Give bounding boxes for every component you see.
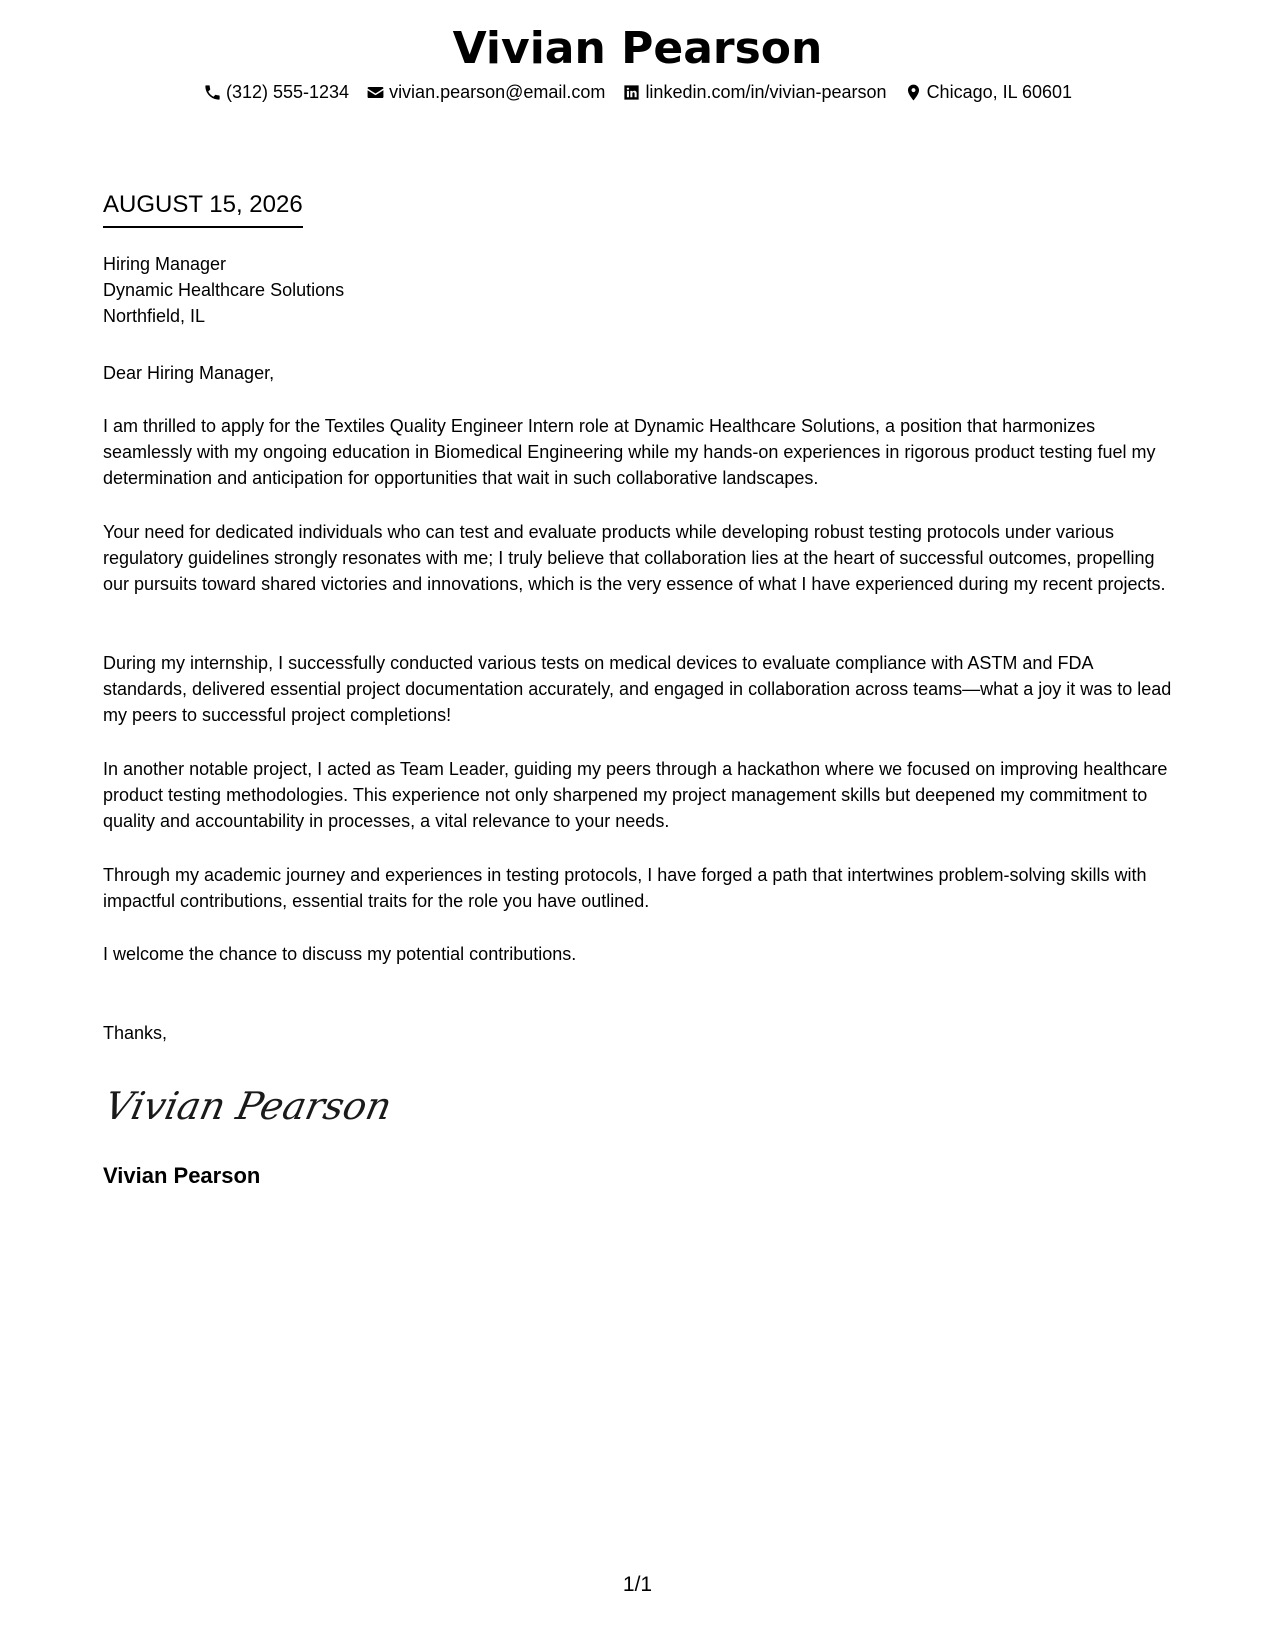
letter-date: AUGUST 15, 2026: [103, 190, 303, 228]
handwritten-signature: [100, 1075, 396, 1135]
recipient-block: [103, 251, 1178, 329]
phone-text: (312) 555-1234: [225, 82, 350, 102]
recipient-company: Dynamic Healthcare Solutions: [103, 280, 345, 300]
paragraph-4: In another notable project, I acted as Team Leader, guiding my peers through a hackathon where we focused on improving healthcare product testing methodologies. This experience not only sharpened my project management skills but deepened my commitment to quality and accountability in processes, a vital relevance to your needs.: [103, 759, 1168, 831]
page-number: 1/1: [622, 1573, 653, 1596]
paragraph-5: Through my academic journey and experiences in testing protocols, I have forged a path that intertwines problem-solving skills with impactful contributions, essential traits for the role you have outlined.: [103, 865, 1147, 911]
map-marker-icon: [904, 83, 923, 102]
signature-text: Vivian Pearson: [100, 1084, 396, 1129]
paragraph-6: I welcome the chance to discuss my potential contributions.: [103, 944, 577, 964]
envelope-icon: [366, 83, 385, 102]
email-text: vivian.pearson@email.com: [389, 82, 606, 102]
signer-name: Vivian Pearson: [103, 1163, 261, 1188]
salutation: Dear Hiring Manager,: [103, 363, 275, 383]
recipient-title: Hiring Manager: [103, 254, 227, 274]
contact-linkedin: [622, 80, 886, 104]
closing: Thanks,: [103, 1023, 168, 1043]
linkedin-icon: [622, 83, 641, 102]
recipient-location: Northfield, IL: [103, 306, 206, 326]
phone-icon: [203, 83, 222, 102]
paragraph-3: During my internship, I successfully conducted various tests on medical devices to evaluate compliance with ASTM and FDA standards, delivered essential project documentation accurately, and engaged in collaboration across teams—what a joy it was to lead my peers to successful project completions!: [103, 653, 1172, 725]
location-text: Chicago, IL 60601: [926, 82, 1073, 102]
header-name: Vivian Pearson: [452, 23, 823, 74]
paragraph-2: Your need for dedicated individuals who can test and evaluate products while developing robust testing protocols under various regulatory guidelines strongly resonates with me; I truly believe that collaboration lies at the heart of successful outcomes, propelling our pursuits toward shared victories and innovations, which is the very essence of what I have experienced during my recent projects.: [103, 522, 1166, 594]
contact-info-row: [0, 80, 1275, 104]
contact-location: [904, 80, 1072, 104]
linkedin-text: linkedin.com/in/vivian-pearson: [645, 82, 887, 102]
paragraph-1: I am thrilled to apply for the Textiles Quality Engineer Intern role at Dynamic Healthcare Solutions, a position that harmonizes seamlessly with my ongoing education in Biomedical Engineering while my hands-on experiences in rigorous product testing fuel my determination and anticipation for opportunities that wait in such collaborative landscapes.: [103, 416, 1156, 488]
contact-email: [366, 80, 605, 104]
contact-phone: [203, 80, 349, 104]
